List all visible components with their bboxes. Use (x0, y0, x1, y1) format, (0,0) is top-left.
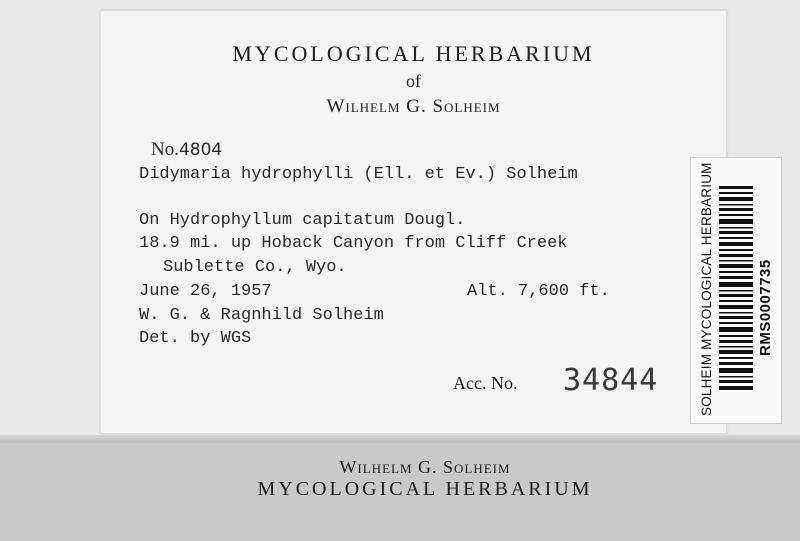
specimen-number (151, 139, 222, 161)
determiner: Det. by WGS (139, 329, 252, 348)
barcode-collection-name: SOLHEIM MYCOLOGICAL HERBARIUM (699, 162, 714, 416)
sheet-edge (0, 435, 800, 443)
collection-date: June 26, 1957 (139, 282, 272, 301)
label-owner: Wilhelm G. Solheim (326, 96, 501, 117)
barcode-card (690, 157, 782, 424)
footer-owner: Wilhelm G. Solheim (339, 457, 511, 477)
host-text: On Hydrophyllum capitatum Dougl. (139, 211, 466, 230)
accession-number: 34844 (563, 363, 659, 398)
locality-line-2: Sublette Co., Wyo. (163, 258, 347, 277)
label-title: MYCOLOGICAL HERBARIUM (232, 41, 595, 66)
footer-title: MYCOLOGICAL HERBARIUM (257, 478, 593, 500)
collectors: W. G. & Ragnhild Solheim (139, 306, 384, 325)
specimen-label (100, 10, 727, 434)
taxon-name: Didymaria hydrophylli (Ell. et Ev.) Solheim (139, 165, 578, 184)
number-value: 4804 (178, 140, 223, 160)
number-prefix: No. (151, 139, 179, 160)
barcode-specimen-id: RMS0007735 (757, 259, 774, 356)
accession-label: Acc. No. (453, 373, 518, 393)
altitude: Alt. 7,600 ft. (467, 282, 610, 301)
locality-line-1: 18.9 mi. up Hoback Canyon from Cliff Creek (139, 234, 568, 253)
barcode-icon (719, 186, 753, 390)
label-of: of (406, 71, 421, 91)
